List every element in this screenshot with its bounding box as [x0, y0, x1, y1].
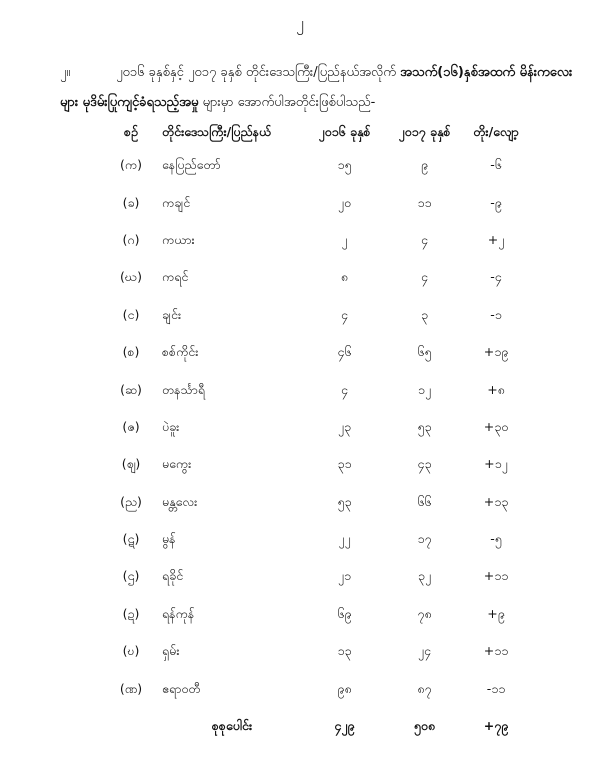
- table-body: [100, 148, 530, 746]
- header-year-2016: ၂၀၁၆ ခုနှစ်: [318, 123, 371, 139]
- total-2016: ၄၂၉: [334, 718, 355, 734]
- cases-table: [100, 118, 530, 746]
- table-row: (ဍ) ရန်ကုန် ၆၉ ၇၈ +၉: [122, 605, 505, 621]
- total-2017: ၅၀၈: [413, 718, 436, 734]
- total-label: စုစုပေါင်း: [211, 718, 253, 734]
- table-row: (ဎ) ရှမ်း ၁၃ ၂၄ +၁၁: [122, 643, 509, 659]
- intro-paragraph: [60, 58, 580, 118]
- table-header-row: [100, 118, 530, 148]
- table-row: (ဃ) ကရင် ၈ ၄ -၄: [120, 269, 502, 285]
- header-no: စဉ်: [124, 123, 138, 139]
- header-year-2017: ၂၀၁၇ ခုနှစ်: [398, 123, 451, 139]
- table-row: (ဌ) ရခိုင် ၂၁ ၃၂ +၁၁: [122, 568, 509, 584]
- table-row: (ည) မန္တလေး ၅၃ ၆၆ +၁၃: [120, 493, 509, 509]
- total-difference: +၇၉: [483, 718, 509, 734]
- paragraph-number: ၂။: [60, 65, 71, 80]
- table-row: (ဏ) ဧရာဝတီ ၉၈ ၈၇ -၁၁: [119, 680, 506, 696]
- table-row: (စ) စစ်ကိုင်း ၄၆ ၆၅ +၁၉: [122, 344, 509, 360]
- table-row: (ဂ) ကယား ၂ ၄ +၂: [122, 231, 505, 247]
- table-row: (ဋ) မွန် ၂၂ ၁၇ -၅: [122, 531, 502, 547]
- header-difference: တိုး/လျော့: [473, 123, 519, 139]
- paragraph-lead: ၂၀၁၆ ခုနှစ်နှင့် ၂၀၁၇ ခုနှစ် တိုင်းဒေသကြီး/ပြည်နယ်အလိုက်: [116, 65, 396, 80]
- table-row: (ဆ) တနင်္သာရီ ၄ ၁၂ +၈: [120, 381, 505, 397]
- header-region: တိုင်းဒေသကြီး/ပြည်နယ်: [162, 123, 272, 139]
- table-row: (ဇ) ပဲခူး ၂၃ ၅၃ +၃၀: [122, 418, 509, 434]
- paragraph-tail: များမှာ အောက်ပါအတိုင်းဖြစ်ပါသည်-: [202, 95, 376, 110]
- page-number: ၂: [296, 13, 304, 32]
- table-row: (င) ချင်း ၄ ၃ -၁: [122, 306, 502, 322]
- table-total-row: [100, 709, 530, 746]
- paragraph-bold-text: အသက်(၁၆)နှစ်အထက် မိန်းကလေးများ မုဒိမ်းပြုကျင့်ခံရသည့်အမှု: [60, 65, 573, 110]
- table-row: (က) နေပြည်တော် ၁၅ ၉ -၆: [120, 157, 502, 173]
- table-row: (ဈ) မကွေး ၃၁ ၄၃ +၁၂: [121, 456, 508, 472]
- table-row: (ခ) ကချင် ၂၀ ၁၁ -၉: [122, 194, 502, 210]
